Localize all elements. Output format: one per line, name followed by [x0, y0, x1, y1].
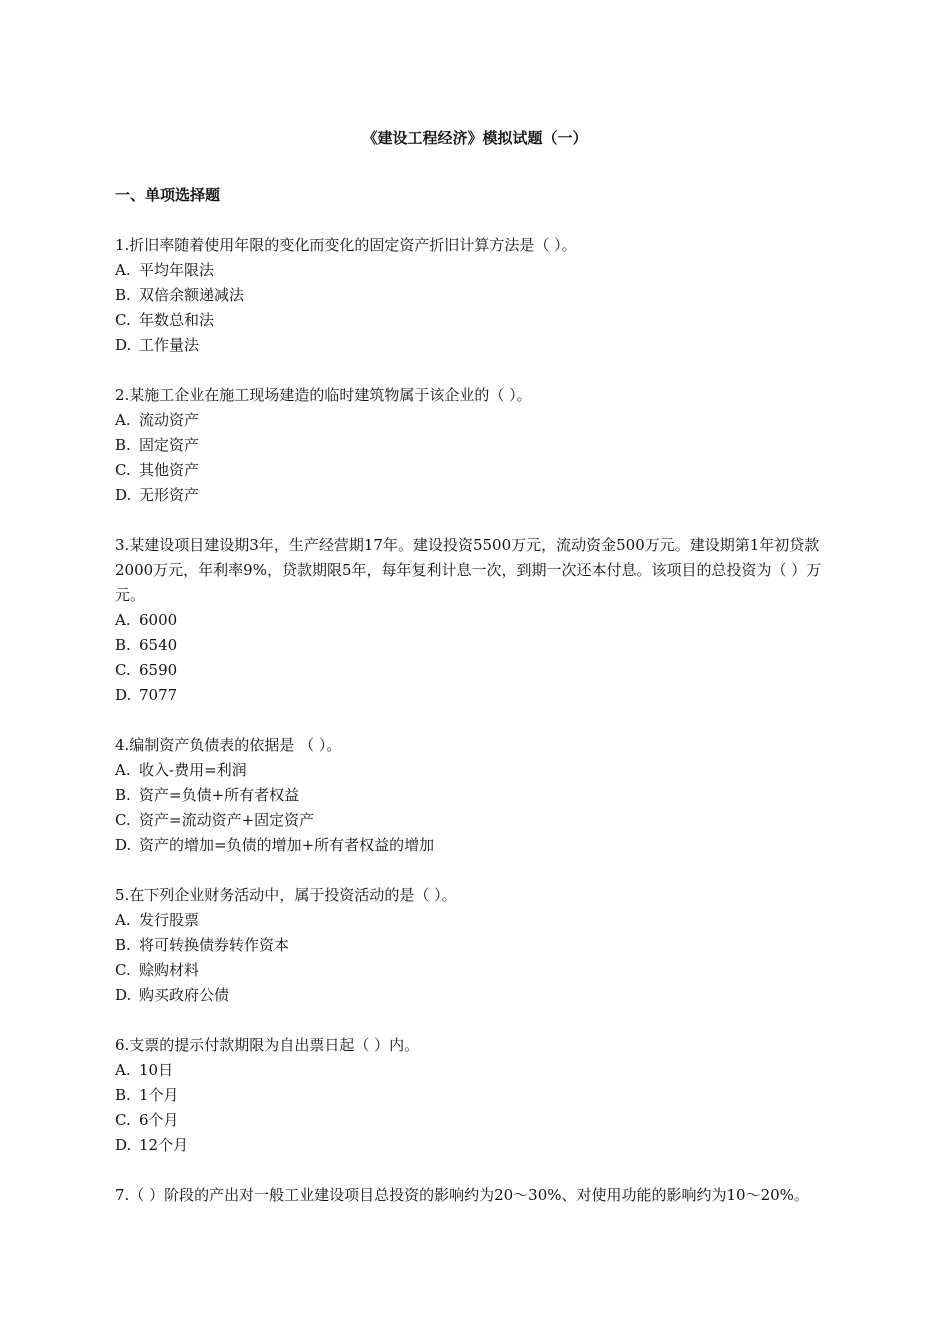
option-letter: D. [115, 336, 132, 354]
answer-option [115, 983, 835, 1008]
option-letter: B. [115, 286, 131, 304]
answer-option [115, 608, 835, 633]
answer-option [115, 333, 835, 358]
option-letter: B. [115, 786, 131, 804]
option-letter: A. [115, 761, 131, 779]
option-text: 年数总和法 [139, 311, 215, 329]
question-stem: 2.某施工企业在施工现场建造的临时建筑物属于该企业的（ ）。 [115, 386, 532, 404]
answer-option [115, 408, 835, 433]
option-letter: D. [115, 836, 132, 854]
option-text: 6个月 [139, 1111, 179, 1129]
answer-option [115, 308, 835, 333]
option-text: 无形资产 [139, 486, 200, 504]
option-letter: A. [115, 411, 131, 429]
option-letter: B. [115, 1086, 131, 1104]
option-letter: A. [115, 911, 131, 929]
answer-option [115, 833, 835, 858]
option-text: 工作量法 [139, 336, 200, 354]
option-letter: D. [115, 1136, 132, 1154]
question-stem: 3.某建设项目建设期3年，生产经营期17年。建设投资5500万元，流动资金500万元。建设期第1年初贷款2000万元，年利率9%，贷款期限5年，每年复利计息一次，到期一次还本付息。该项目的总投资为（ ）万元。 [115, 536, 822, 604]
question-stem: 5.在下列企业财务活动中，属于投资活动的是（ ）。 [115, 886, 457, 904]
option-letter: B. [115, 436, 131, 454]
option-letter: A. [115, 611, 131, 629]
option-text: 双倍余额递减法 [139, 286, 245, 304]
question-block [115, 1183, 835, 1208]
question-block [115, 733, 835, 858]
option-text: 资产=负债+所有者权益 [139, 786, 300, 804]
answer-option [115, 683, 835, 708]
option-letter: C. [115, 961, 131, 979]
option-text: 平均年限法 [139, 261, 215, 279]
question-block [115, 533, 835, 708]
answer-option [115, 458, 835, 483]
option-text: 其他资产 [139, 461, 200, 479]
answer-option [115, 808, 835, 833]
option-letter: C. [115, 661, 131, 679]
answer-option [115, 758, 835, 783]
question-block [115, 883, 835, 1008]
question-stem: 4.编制资产负债表的依据是 （ ）。 [115, 736, 342, 754]
option-text: 流动资产 [139, 411, 200, 429]
option-letter: A. [115, 261, 131, 279]
answer-option [115, 633, 835, 658]
option-letter: D. [115, 686, 132, 704]
option-text: 赊购材料 [139, 961, 200, 979]
answer-option [115, 258, 835, 283]
option-letter: A. [115, 1061, 131, 1079]
answer-option [115, 908, 835, 933]
option-text: 将可转换债券转作资本 [139, 936, 290, 954]
question-list [115, 233, 835, 1208]
option-letter: B. [115, 636, 131, 654]
answer-option [115, 1083, 835, 1108]
option-text: 1个月 [139, 1086, 179, 1104]
option-letter: C. [115, 1111, 131, 1129]
option-letter: C. [115, 311, 131, 329]
question-block [115, 383, 835, 508]
question-block [115, 1033, 835, 1158]
answer-option [115, 1058, 835, 1083]
question-stem: 6.支票的提示付款期限为自出票日起（ ）内。 [115, 1036, 420, 1054]
option-letter: B. [115, 936, 131, 954]
answer-option [115, 433, 835, 458]
option-text: 6540 [139, 636, 178, 654]
option-text: 收入-费用=利润 [139, 761, 247, 779]
option-text: 购买政府公债 [139, 986, 230, 1004]
option-text: 7077 [139, 686, 178, 704]
answer-option [115, 1133, 835, 1158]
option-text: 12个月 [139, 1136, 189, 1154]
question-block [115, 233, 835, 358]
option-text: 发行股票 [139, 911, 200, 929]
option-text: 6590 [139, 661, 178, 679]
answer-option [115, 1108, 835, 1133]
option-text: 资产的增加=负债的增加+所有者权益的增加 [139, 836, 435, 854]
option-letter: D. [115, 986, 132, 1004]
answer-option [115, 483, 835, 508]
document-page [115, 128, 835, 1233]
option-letter: C. [115, 461, 131, 479]
option-text: 10日 [139, 1061, 174, 1079]
answer-option [115, 958, 835, 983]
question-stem: 1.折旧率随着使用年限的变化而变化的固定资产折旧计算方法是（ ）。 [115, 236, 577, 254]
answer-option [115, 658, 835, 683]
answer-option [115, 933, 835, 958]
option-text: 资产=流动资产+固定资产 [139, 811, 315, 829]
question-stem: 7.（ ）阶段的产出对一般工业建设项目总投资的影响约为20～30%、对使用功能的影响约为10～20%。 [115, 1186, 809, 1204]
option-text: 6000 [139, 611, 178, 629]
document-title: 《建设工程经济》模拟试题（一） [362, 129, 588, 147]
option-letter: D. [115, 486, 132, 504]
option-letter: C. [115, 811, 131, 829]
answer-option [115, 783, 835, 808]
answer-option [115, 283, 835, 308]
option-text: 固定资产 [139, 436, 200, 454]
section-heading: 一、单项选择题 [115, 186, 221, 204]
